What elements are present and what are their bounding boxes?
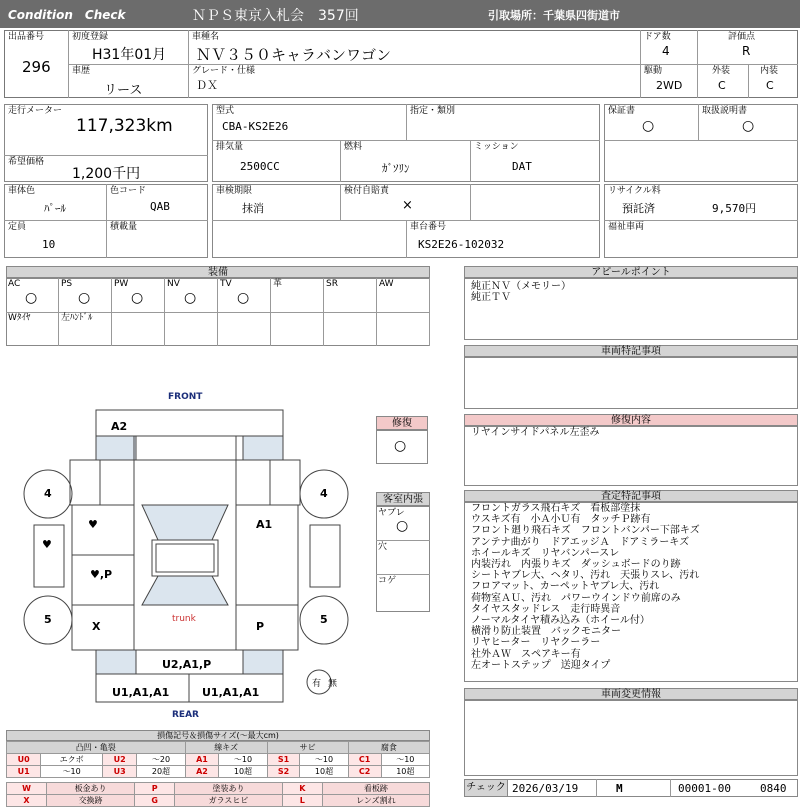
equipment-item-mark: ○	[78, 290, 91, 306]
equipment-item-slot	[112, 312, 165, 346]
diagram-rear-panel: U2,A1,P	[162, 658, 212, 671]
mileage: 117,323km	[76, 116, 173, 136]
equipment-item-mark: ○	[237, 290, 250, 306]
equipment-item-label: AC	[8, 279, 21, 289]
equipment-item	[377, 278, 430, 312]
diagram-right-front-door: A1	[256, 518, 273, 531]
grade: R	[742, 44, 751, 58]
repair-content-box	[464, 426, 798, 486]
equipment-item-label: PS	[61, 279, 73, 289]
diagram-tire-rr: 5	[320, 613, 328, 626]
legend-code: C1	[348, 754, 381, 766]
legend-desc: 看板跡	[322, 783, 429, 795]
legend-desc: 10超	[300, 766, 348, 778]
legend-code: U3	[102, 766, 136, 778]
legend-desc: ～10	[381, 754, 429, 766]
diagram-spare-none: 無	[328, 679, 338, 689]
recycle-fee: 9,570円	[712, 202, 757, 215]
repair-title: 修復	[376, 416, 428, 430]
equipment-item-mark: ○	[131, 290, 144, 306]
lot-no: 296	[22, 58, 51, 76]
changes-box	[464, 700, 798, 776]
fuel: ｶﾞｿﾘﾝ	[382, 162, 410, 175]
equipment-item-label: 革	[273, 279, 283, 289]
diagram-trunk-label: trunk	[172, 614, 196, 624]
equipment-item-label: TV	[220, 279, 232, 289]
capacity: 10	[42, 238, 56, 251]
selfcheck-label: 検付自賠責	[344, 186, 390, 196]
special-box	[464, 357, 798, 409]
diagram-front-label: FRONT	[168, 392, 203, 402]
doors: 4	[662, 44, 670, 58]
color-code-label: 色コード	[110, 186, 147, 196]
type-label: 型式	[216, 106, 235, 116]
chassis-label: 車台番号	[410, 222, 447, 232]
legend-group: 腐食	[348, 742, 429, 754]
appeal-line: 純正ＴＶ	[471, 292, 511, 304]
changes-title: 車両変更情報	[464, 688, 798, 700]
interior-label: 内装	[760, 66, 779, 76]
inspection: 抹消	[242, 202, 264, 215]
header-pickup: 引取場所：千葉県四街道市	[488, 9, 620, 22]
legend-code: W	[7, 783, 47, 795]
equipment-item-label: AW	[379, 279, 394, 289]
mileage-label: 走行メーター	[8, 106, 63, 116]
equipment-item-label: SR	[326, 279, 338, 289]
equipment-item-slot	[271, 312, 324, 346]
diagram-left-front-door: ♥	[88, 518, 98, 531]
legend-group: 凸凹・亀裂	[7, 742, 186, 754]
trim: ＤＸ	[196, 79, 218, 92]
cabin-burn-label: コゲ	[378, 576, 397, 586]
inspection-note-line: ホイールキズ リヤバンパースレ	[471, 547, 620, 559]
repair-content-line: リヤインサイドパネル左歪み	[471, 427, 600, 438]
capacity-label: 定員	[8, 222, 27, 232]
diagram-rear-label: REAR	[172, 710, 199, 720]
inspection-note-line: フロアマット、カーペットヤブレ大、汚れ	[471, 581, 660, 593]
legend-group: サビ	[267, 742, 348, 754]
equipment-title: 装備	[6, 266, 430, 278]
first-reg-label: 初度登録	[72, 32, 109, 42]
history-label: 車歴	[72, 66, 91, 76]
repair-content-title: 修復内容	[464, 414, 798, 426]
price: 1,200千円	[72, 166, 141, 182]
footer-date: 2026/03/19	[512, 782, 579, 795]
recycle-status: 預託済	[622, 202, 655, 215]
diagram-right-rear-panel: P	[256, 620, 265, 633]
equipment-item-slot	[165, 312, 218, 346]
legend-code: C2	[348, 766, 381, 778]
displacement-label: 排気量	[216, 142, 244, 152]
footer-num: 0840	[760, 782, 787, 795]
legend-desc: ～10	[300, 754, 348, 766]
cabin-title: 客室内張	[376, 492, 430, 506]
welfare-label: 福祉車両	[608, 222, 645, 232]
header-bar	[0, 0, 800, 28]
cabin-tear-mark: ○	[396, 518, 409, 534]
legend-code: U2	[102, 754, 136, 766]
legend-desc: エクボ	[41, 754, 103, 766]
legend-code: X	[7, 795, 47, 807]
recycle-label: リサイクル料	[608, 186, 661, 196]
inspection-note-line: 左オートステップ 送迎タイプ	[471, 659, 611, 671]
mission-label: ミッション	[474, 142, 519, 152]
history: リース	[104, 83, 143, 98]
diagram-left-mirror: ♥	[42, 538, 52, 551]
diagram-tire-fl: 4	[44, 487, 52, 500]
legend-desc: 10超	[219, 766, 267, 778]
inspection-note-line: フロントガラス飛石キズ 看板部塗抹	[471, 503, 641, 514]
chassis: KS2E26-102032	[418, 238, 505, 251]
inspection-note-line: 横滑り防止装置 バックモニター	[471, 626, 621, 638]
manual-label: 取扱説明書	[702, 106, 748, 116]
legend-desc: レンズ割れ	[322, 795, 429, 807]
equipment-item	[59, 278, 112, 312]
drive: 2WD	[656, 79, 683, 92]
inspection-note-line: リヤヒーター リヤクーラー	[471, 637, 601, 649]
legend-code: G	[135, 795, 175, 807]
equipment-item-slot	[218, 312, 271, 346]
diagram-tire-rl: 5	[44, 613, 52, 626]
model-name-label: 車種名	[192, 32, 220, 42]
exterior-label: 外装	[712, 66, 731, 76]
special-title: 車両特記事項	[464, 345, 798, 357]
color: ﾊﾟｰﾙ	[44, 202, 66, 215]
cabin-hole-label: 穴	[378, 542, 388, 552]
grade-label: 評価点	[728, 32, 756, 42]
equipment-item-mark: ○	[184, 290, 197, 306]
legend-desc: 板金あり	[47, 783, 135, 795]
equipment-item-label: PW	[114, 279, 129, 289]
legend-code: A1	[185, 754, 219, 766]
load-label: 積載量	[110, 222, 138, 232]
drive-label: 駆動	[644, 66, 663, 76]
diagram-rear-bumper-left: U1,A1,A1	[112, 686, 170, 699]
designation-label: 指定・類別	[410, 106, 456, 116]
appeal-box	[464, 278, 798, 340]
legend-desc: ガラスヒビ	[175, 795, 283, 807]
legend-desc: ～20	[137, 754, 185, 766]
color-label: 車体色	[8, 186, 36, 196]
price-label: 希望価格	[8, 157, 45, 167]
header-title: ＮＰＳ東京入札会 357回	[192, 8, 359, 24]
equipment-item-slot	[59, 312, 112, 346]
equipment-item	[6, 278, 59, 312]
legend-desc: 20超	[137, 766, 185, 778]
legend-code: L	[282, 795, 322, 807]
footer-check-label: チェック	[464, 779, 508, 797]
legend-group: 線キズ	[185, 742, 267, 754]
legend-desc: 交換跡	[47, 795, 135, 807]
legend-code: U1	[7, 766, 41, 778]
legend-code: S1	[267, 754, 300, 766]
inspection-notes-box	[464, 502, 798, 682]
diagram-spare: 有	[312, 679, 322, 689]
exterior: C	[718, 79, 726, 92]
inspection-note-line: 社外ＡＷ スペアキー有	[471, 648, 581, 660]
warranty: ○	[642, 118, 655, 134]
header-left: Condition Check	[8, 8, 126, 22]
inspection-note-line: 内装汚れ 内張りキズ ダッシュボードのり跡	[471, 559, 681, 571]
equipment-item-slot	[377, 312, 430, 346]
mission: DAT	[512, 160, 532, 173]
legend-desc: 10超	[381, 766, 429, 778]
legend-title: 損傷記号＆損傷サイズ(～最大cm)	[6, 730, 430, 741]
model-name: ＮＶ３５０キャラバンワゴン	[196, 46, 392, 64]
equipment-item	[271, 278, 324, 312]
repair-mark: ○	[394, 438, 407, 454]
footer-code: 00001-00	[678, 782, 731, 795]
diagram-tire-fr: 4	[320, 487, 328, 500]
legend-desc: 塗装あり	[175, 783, 283, 795]
equipment-item	[112, 278, 165, 312]
equipment-item-label: 左ﾊﾝﾄﾞﾙ	[61, 313, 93, 323]
appeal-line: 純正ＮＶ（メモリー）	[471, 281, 571, 292]
displacement: 2500CC	[240, 160, 280, 173]
lot-no-label: 出品番号	[8, 32, 45, 42]
equipment-item	[218, 278, 271, 312]
footer-checker: M	[616, 782, 623, 795]
equipment-item-label: Wﾀｲﾔ	[8, 313, 31, 323]
selfcheck: ×	[402, 198, 413, 213]
equipment-item-slot	[6, 312, 59, 346]
equipment-item	[165, 278, 218, 312]
equipment-item	[324, 278, 377, 312]
diagram-left-mid-door: ♥,P	[90, 568, 113, 581]
legend-desc: ～10	[41, 766, 103, 778]
type: CBA-KS2E26	[222, 120, 289, 133]
equipment-item-mark: ○	[25, 290, 38, 306]
color-code: QAB	[150, 200, 170, 213]
equipment-item-slot	[324, 312, 377, 346]
first-reg: H31年01月	[92, 47, 167, 63]
legend-code: U0	[7, 754, 41, 766]
trim-label: グレード・仕様	[192, 66, 256, 76]
appeal-title: アピールポイント	[464, 266, 798, 278]
inspection-note-line: ウスキズ有 小Ａ小Ｕ有 タッチＰ跡有	[471, 514, 651, 526]
legend-code: K	[282, 783, 322, 795]
diagram-front-bumper: A2	[111, 420, 128, 433]
inspection-note-line: シートヤブレ大、ヘタリ、汚れ 天張りスレ、汚れ	[471, 570, 700, 582]
inspection-note-line: ノーマルタイヤ積み込み（ホイール付）	[471, 615, 650, 627]
inspection-notes-title: 査定特記事項	[464, 490, 798, 502]
legend-code: A2	[185, 766, 219, 778]
fuel-label: 燃料	[344, 142, 363, 152]
doors-label: ドア数	[644, 32, 671, 42]
warranty-label: 保証書	[608, 106, 636, 116]
cabin-tear-label: ヤブレ	[378, 508, 405, 518]
equipment-item-label: NV	[167, 279, 180, 289]
manual: ○	[742, 118, 755, 134]
inspection-note-line: 荷物室ＡＵ、汚れ パワーウインドウ前席のみ	[471, 592, 681, 604]
inspection-note-line: フロント廻り飛石キズ フロントバンパー下部キズ	[471, 525, 700, 537]
inspection-label: 車検期限	[216, 186, 253, 196]
diagram-left-rear-panel: X	[92, 620, 101, 633]
damage-legend	[6, 730, 430, 807]
car-diagram	[0, 380, 370, 720]
legend-code: P	[135, 783, 175, 795]
legend-code: S2	[267, 766, 300, 778]
diagram-rear-bumper-right: U1,A1,A1	[202, 686, 260, 699]
legend-desc: ～10	[219, 754, 267, 766]
interior: C	[766, 79, 774, 92]
inspection-note-line: タイヤスタッドレス 走行時異音	[471, 603, 621, 615]
inspection-note-line: アンテナ曲がり ドアエッジＡ ドアミラーキズ	[471, 536, 690, 548]
